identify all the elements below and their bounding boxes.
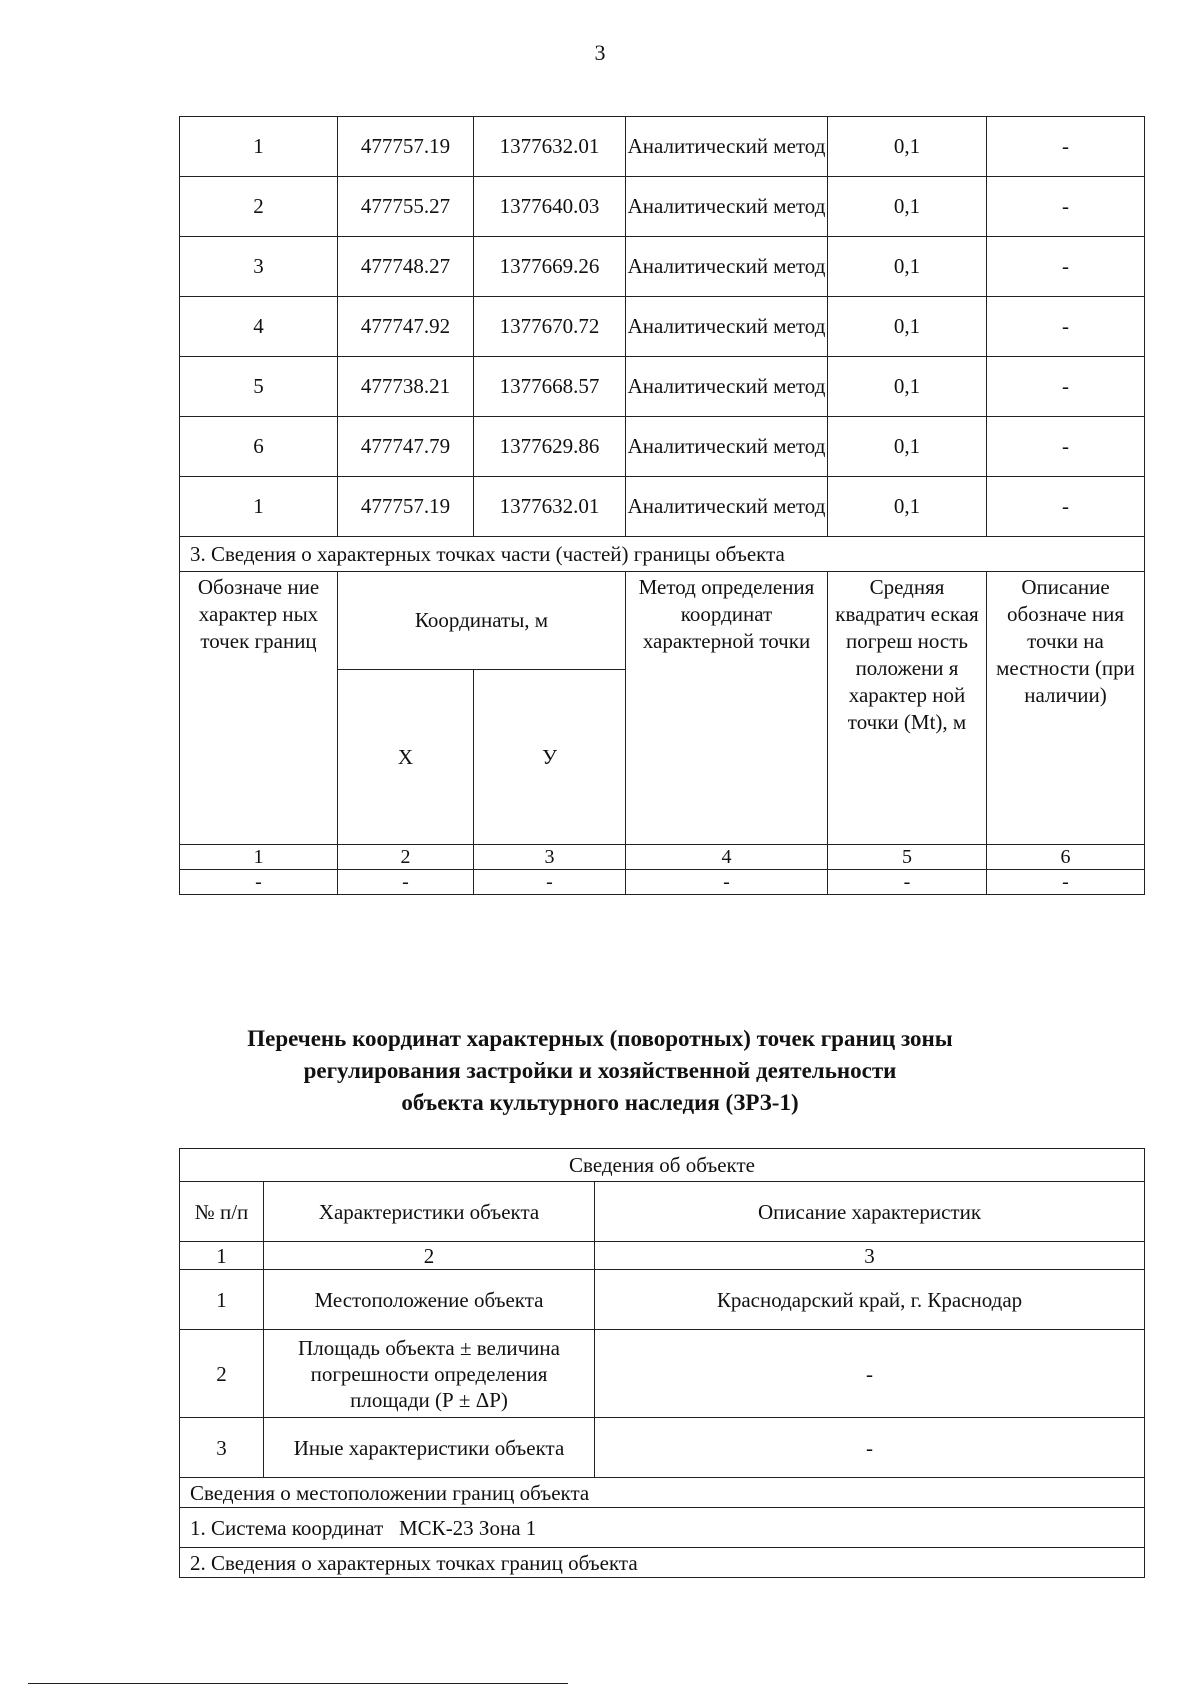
x-value: 477757.19 [338,477,474,537]
header-row [180,572,1145,670]
description-value: - [987,297,1145,357]
point-number: 5 [180,357,338,417]
point-number: 1 [180,477,338,537]
zone-title [0,1023,1200,1119]
table-row [180,1418,1145,1478]
description-value: - [987,117,1145,177]
y-value: 1377669.26 [474,237,626,297]
section-row [180,537,1145,572]
point-number: 3 [180,237,338,297]
table-row [180,297,1145,357]
point-number: 6 [180,417,338,477]
col-number: 6 [987,845,1145,870]
point-number: 2 [180,177,338,237]
table-row [180,117,1145,177]
row-characteristic: Площадь объекта ± величина погрешности определения площади (Р ± ΔР) [264,1330,595,1418]
y-value: 1377629.86 [474,417,626,477]
empty-row [180,870,1145,895]
empty-cell: - [180,870,338,895]
method-value: Аналитический метод [626,237,828,297]
zone-title-line2: регулирования застройки и хозяйственной деятельности [303,1058,897,1083]
empty-cell: - [474,870,626,895]
header-y: У [474,670,626,845]
header-x: Х [338,670,474,845]
method-value: Аналитический метод [626,417,828,477]
description-value: - [987,177,1145,237]
method-value: Аналитический метод [626,357,828,417]
x-value: 477747.79 [338,417,474,477]
point-number: 4 [180,297,338,357]
col-number: 2 [264,1242,595,1270]
row-characteristic: Иные характеристики объекта [264,1418,595,1478]
method-value: Аналитический метод [626,297,828,357]
col-number: 1 [180,1242,264,1270]
header-num: № п/п [180,1182,264,1242]
zone-title-line1: Перечень координат характерных (поворотных) точек границ зоны [247,1026,953,1051]
coordinates-table [179,116,1145,895]
table-row [180,477,1145,537]
empty-cell: - [626,870,828,895]
mt-value: 0,1 [828,477,987,537]
section3-title: 3. Сведения о характерных точках части (частей) границы объекта [180,537,1145,572]
point-number: 1 [180,117,338,177]
header-description: Описание обозначе ния точки на местности (при наличии) [987,572,1145,845]
points-section: 2. Сведения о характерных точках границ объекта [180,1548,1145,1578]
row-number: 2 [180,1330,264,1418]
empty-cell: - [987,870,1145,895]
header-designation: Обозначе ние характер ных точек границ [180,572,338,845]
description-value: - [987,417,1145,477]
x-value: 477738.21 [338,357,474,417]
column-number-row [180,845,1145,870]
header-mse: Средняя квадратич еская погреш ность положени я характер ной точки (Mt), м [828,572,987,845]
mt-value: 0,1 [828,177,987,237]
mt-value: 0,1 [828,117,987,177]
x-value: 477748.27 [338,237,474,297]
location-section: Сведения о местоположении границ объекта [180,1478,1145,1508]
col-number: 1 [180,845,338,870]
row-number: 1 [180,1270,264,1330]
mt-value: 0,1 [828,297,987,357]
header-coordinates: Координаты, м [338,572,626,670]
col-number: 3 [595,1242,1145,1270]
description-value: - [987,477,1145,537]
zone-title-line3: объекта культурного наследия (ЗРЗ-1) [401,1090,799,1115]
table-row [180,1270,1145,1330]
empty-cell: - [828,870,987,895]
table-row [180,177,1145,237]
method-value: Аналитический метод [626,177,828,237]
col-number: 4 [626,845,828,870]
row-number: 3 [180,1418,264,1478]
y-value: 1377632.01 [474,117,626,177]
row-characteristic: Местоположение объекта [264,1270,595,1330]
page-number: 3 [594,40,606,65]
table-row [180,357,1145,417]
x-value: 477747.92 [338,297,474,357]
object-info-table [179,1148,1145,1578]
empty-cell: - [338,870,474,895]
mt-value: 0,1 [828,357,987,417]
method-value: Аналитический метод [626,477,828,537]
y-value: 1377668.57 [474,357,626,417]
row-description: - [595,1330,1145,1418]
object-table-header: Сведения об объекте [180,1149,1145,1182]
description-value: - [987,237,1145,297]
y-value: 1377640.03 [474,177,626,237]
col-number: 2 [338,845,474,870]
y-value: 1377670.72 [474,297,626,357]
table-row [180,1330,1145,1418]
header-method: Метод определения координат характерной точки [626,572,828,845]
y-value: 1377632.01 [474,477,626,537]
row-description: - [595,1418,1145,1478]
x-value: 477755.27 [338,177,474,237]
mt-value: 0,1 [828,417,987,477]
table-row [180,237,1145,297]
footnote-divider [28,1683,568,1684]
header-description: Описание характеристик [595,1182,1145,1242]
method-value: Аналитический метод [626,117,828,177]
row-description: Краснодарский край, г. Краснодар [595,1270,1145,1330]
header-characteristics: Характеристики объекта [264,1182,595,1242]
table-row [180,417,1145,477]
mt-value: 0,1 [828,237,987,297]
col-number: 3 [474,845,626,870]
x-value: 477757.19 [338,117,474,177]
description-value: - [987,357,1145,417]
col-number: 5 [828,845,987,870]
coord-system: 1. Система координат МСК-23 Зона 1 [180,1508,1145,1548]
